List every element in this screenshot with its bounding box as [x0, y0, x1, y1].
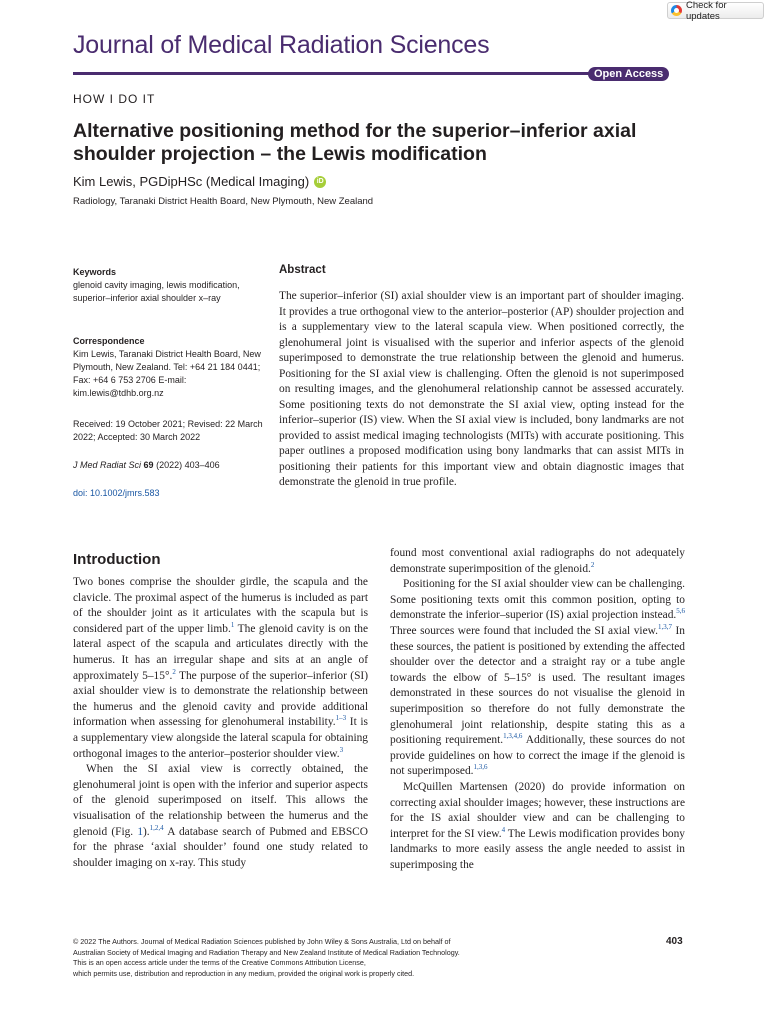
article-title: Alternative positioning method for the superior–inferior axial shoulder projection – the Lewis modification: [73, 120, 637, 165]
affiliation: Radiology, Taranaki District Health Board, New Plymouth, New Zealand: [73, 196, 374, 207]
author-name: Kim Lewis, PGDipHSc (Medical Imaging): [73, 174, 310, 189]
figure-ref[interactable]: 1: [137, 825, 144, 838]
footer-line: which permits use, distribution and reproduction in any medium, provided the original work is properly cited.: [73, 968, 415, 978]
citation-ref[interactable]: 5,6: [676, 607, 685, 616]
citation-volume: 69: [143, 460, 154, 470]
citation-ref[interactable]: 4: [501, 825, 506, 834]
footer-line: © 2022 The Authors. Journal of Medical Radiation Sciences published by John Wiley & Sons Australia, Ltd on behalf of: [73, 937, 451, 946]
left-column: [73, 575, 368, 871]
open-access-badge: Open Access: [588, 67, 669, 81]
dates-text: Received: 19 October 2021; Revised: 22 March 2022; Accepted: 30 March 2022: [73, 419, 263, 442]
citation-ref[interactable]: 2: [590, 560, 595, 569]
paragraph: McQuillen Martensen (2020) do provide information on correcting axial shoulder images; however, these instructions are for the IS axial shoulder view and can be challenging to interpret for the SI view.$^4$ The Lewis modification provides bony landmarks to more easily assess the angle needed to assist in superimposing the: [390, 780, 685, 871]
footer-line: Australian Society of Medical Imaging and Radiation Therapy and New Zealand Institute of Medical Radiation Technology.: [73, 947, 460, 957]
page-number: 403: [666, 936, 683, 947]
paragraph: found most conventional axial radiographs do not adequately demonstrate superimposition of the glenoid.$^2$: [390, 547, 685, 575]
doi-link[interactable]: doi: 10.1002/jmrs.583: [73, 488, 160, 498]
paragraph: Positioning for the SI axial shoulder view can be challenging. Some positioning texts omit this common position, opting to demonstrate the inferior–superior (IS) axial projection instead.$^{5,6}$ Three sources were found that included the SI axial view.$^{1,3,7}$ In these sources, the patient is positioned by extending the affected shoulder over the detector and a straight ray or a tube angle towards the elbow of 5–15° is used. The resultant images demonstrated in these sources do not visualise the glenoid in superimposition so therefore do not fully demonstrate the glenohumeral joint relationship, despite stating this as a positioning requirement.$^{1,3,4,6}$ Additionally, these sources do not provide guidelines on how to correct the image if the glenoid is not superimposed.$^{1,3,6}$: [390, 578, 685, 778]
license-footer: [73, 937, 573, 979]
footer-line: This is an open access article under the terms of the Creative Commons Attribution License,: [73, 958, 366, 967]
citation-ref[interactable]: 1,3,7: [657, 623, 672, 632]
correspondence-text: Kim Lewis, Taranaki District Health Board, New Plymouth, New Zealand. Tel: +64 21 184 0441; Fax: +64 6 753 2706 E-mail: kim.lewis@tdhb.org.nz: [73, 349, 261, 398]
paragraph: Two bones comprise the shoulder girdle, the scapula and the clavicle. The proximal aspect of the humerus is included as part of the shoulder joint as it articulates with the scapula but is considered part of the upper limb.$^1$ The glenoid cavity is on the lateral aspect of the scapula and articulates directly with the humerus. It has an irregular shape and sits at an angle of approximately 5–15°.$^2$ The purpose of the superior–inferior (SI) axial shoulder view is to demonstrate the relationship between the humerus and the glenoid cavity and provide additional information when assessing for glenohumeral instability.$^{1-3}$ It is a supplementary view alongside the lateral scapula for obtaining orthogonal images to the anterior–posterior shoulder view.$^3$: [73, 576, 369, 760]
citation-ref[interactable]: 1,3,6: [473, 763, 488, 772]
keywords-block: [73, 266, 263, 305]
introduction-heading: Introduction: [73, 551, 161, 568]
citation-ref[interactable]: 2: [172, 667, 176, 676]
citation-pages: (2022) 403–406: [156, 460, 220, 470]
abstract-heading: Abstract: [279, 264, 326, 276]
author-line: [73, 174, 326, 189]
right-column: [390, 546, 685, 873]
keywords-heading: Keywords: [73, 267, 117, 277]
citation-ref[interactable]: 1,3,4,6: [503, 732, 523, 741]
correspondence-block: [73, 335, 263, 400]
check-for-updates-label: Check for updates: [685, 0, 727, 22]
orcid-icon[interactable]: iD: [314, 176, 326, 188]
citation-ref[interactable]: 1–3: [335, 714, 347, 723]
crossmark-icon: [671, 5, 682, 16]
article-section-type: HOW I DO IT: [73, 92, 156, 106]
abstract-text: The superior–inferior (SI) axial shoulder view is an important part of shoulder imaging. It provides a true orthogonal view to the anterior–posterior (AP) shoulder projection and is a supplementary view to the lateral scapula view. When positioned correctly, the glenohumeral joint is visualised with the superior and inferior aspects of the glenoid superimposed to demonstrate the true relationship between the glenoid and humerus. Positioning for the SI axial view is challenging. Often the glenoid is not superimposed on resulting images, and the glenohumeral relationship cannot be assessed accurately. Some positioning texts do not demonstrate the SI axial view, opting instead for the inferior–superior (IS) view. When the SI axial view is included, bony landmarks are not provided to assist medical imaging technologists (MITs) with accurate positioning. This paper outlines a proposed modification using bony landmarks that can assist MITs in positioning their patients for this important view and obtain diagnostic images that demonstrate the glenoid in true profile.: [279, 290, 684, 488]
citation-journal: J Med Radiat Sci: [73, 460, 142, 470]
citation-ref[interactable]: 1,2,4: [149, 823, 164, 832]
check-for-updates-button[interactable]: [667, 0, 764, 22]
citation-ref[interactable]: 3: [339, 745, 344, 754]
paragraph: When the SI axial view is correctly obtained, the glenohumeral joint is open with the inferior and superior aspects of the glenoid superimposed on itself. This allows the visualisation of the relationship between the humerus and the glenoid (Fig. 1).$^{1,2,4}$ A database search of Pubmed and EBSCO for the phrase ‘axial shoulder’ found one study related to shoulder imaging on x-ray. This study: [73, 763, 368, 869]
citation-line: [73, 459, 263, 472]
citation-ref[interactable]: 1: [230, 620, 235, 629]
keywords-text: glenoid cavity imaging, lewis modification, superior–inferior axial shoulder x–ray: [73, 280, 240, 303]
journal-title: Journal of Medical Radiation Sciences: [73, 31, 490, 59]
correspondence-heading: Correspondence: [73, 336, 145, 346]
header-rule: [73, 72, 593, 75]
